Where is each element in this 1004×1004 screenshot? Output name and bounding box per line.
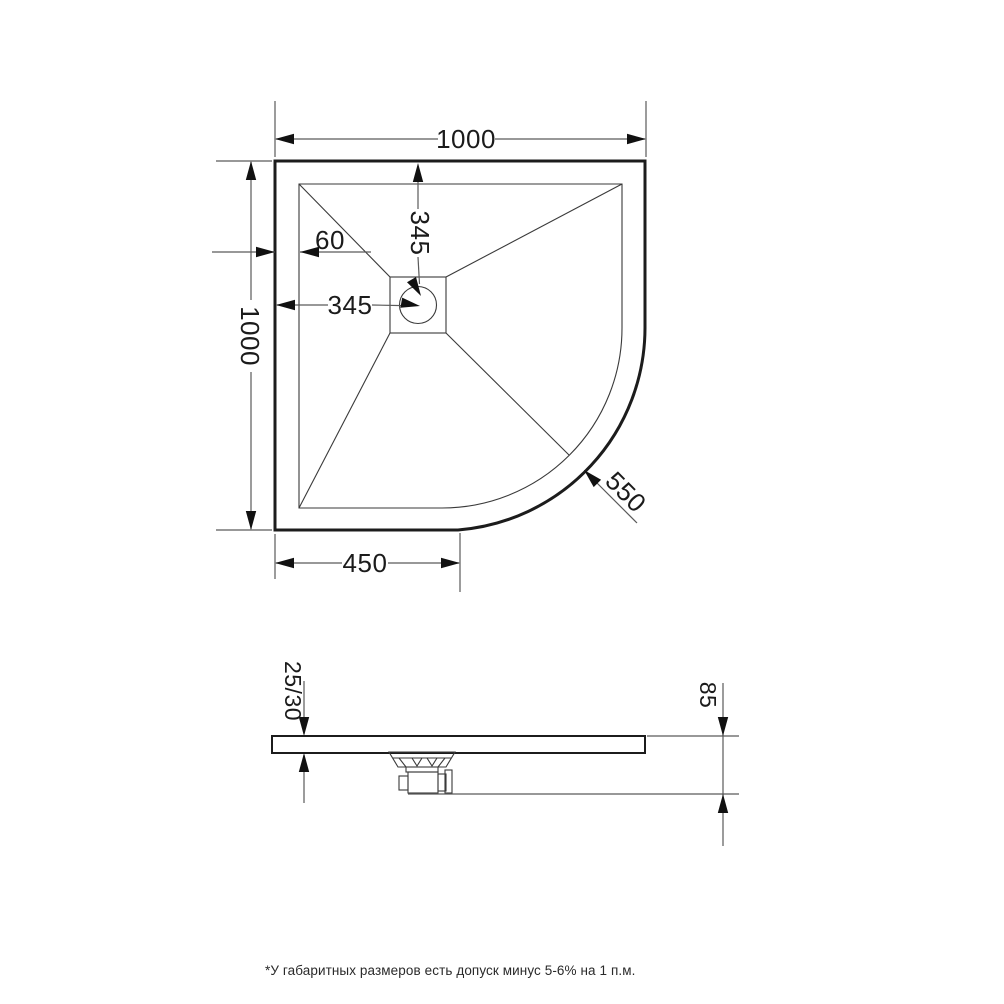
dim-label-bottom-edge: 450 (342, 548, 388, 578)
arrow-up-icon (718, 794, 728, 813)
dim-label-radius: 550 (599, 465, 653, 519)
drain-siphon-assembly (389, 752, 455, 793)
arrow-left-icon (275, 558, 294, 568)
arrow-up-icon (299, 753, 309, 772)
arrow-up-icon (413, 163, 423, 182)
dim-tray-thickness (280, 661, 309, 803)
dim-total-height (695, 682, 728, 846)
drain-flange (389, 752, 455, 767)
arrow-right-icon (256, 247, 275, 257)
slope-line-top-right (446, 184, 622, 277)
top-view (212, 101, 652, 592)
dimension-line (372, 305, 404, 306)
drain-clamp-ring (406, 767, 438, 772)
dim-drain-horizontal (276, 290, 420, 320)
arrow-left-icon (275, 134, 294, 144)
tray-inner-rim (299, 184, 622, 508)
arrow-left-icon (276, 300, 295, 310)
arrow-right-icon (627, 134, 646, 144)
slope-line-bottom-left (299, 333, 390, 508)
arrow-down-icon (718, 717, 728, 736)
drain-spokes (399, 758, 445, 767)
slope-line-bottom-right (446, 333, 569, 455)
siphon-left-tab (399, 776, 408, 790)
dim-drain-vertical (405, 163, 435, 296)
arrow-up-icon (246, 161, 256, 180)
dim-left-height (216, 161, 272, 530)
siphon-body (408, 772, 438, 793)
dim-label-rim: 60 (315, 225, 345, 255)
dim-top-width (275, 101, 646, 157)
arrow-right-icon (441, 558, 460, 568)
dim-label-height: 1000 (235, 306, 265, 366)
dim-rim-width (212, 225, 371, 257)
tray-profile (272, 736, 645, 753)
dim-bottom-edge (275, 533, 460, 592)
dim-label-drain-vertical: 345 (405, 210, 435, 256)
side-view (272, 661, 739, 846)
dim-label-thickness: 25/30 (280, 660, 306, 722)
dim-label-drain-horizontal: 345 (327, 290, 373, 320)
arrow-down-icon (246, 511, 256, 530)
tolerance-footnote: *У габаритных размеров есть допуск минус 5-6% на 1 п.м. (265, 963, 636, 978)
dimension-line (418, 257, 420, 284)
arrow-right-icon (400, 298, 420, 308)
dim-label-width: 1000 (436, 124, 496, 154)
dim-corner-radius (584, 466, 652, 523)
dim-label-total-height: 85 (695, 681, 721, 709)
